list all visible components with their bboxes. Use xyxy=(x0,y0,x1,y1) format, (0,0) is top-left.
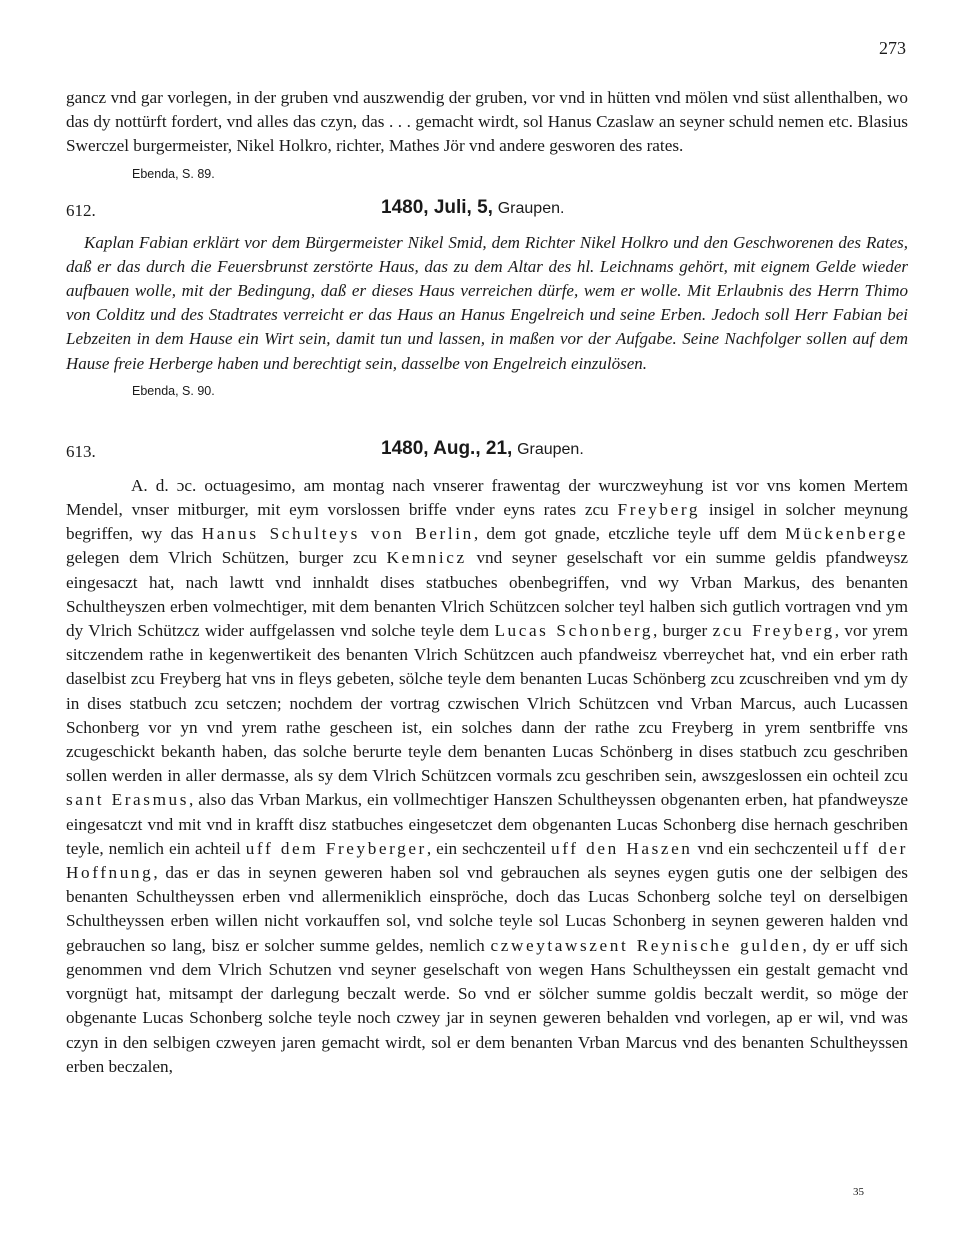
text-segment: , das er das in seynen geweren haben sol vnd gebrauchen als seynes eygen gutis one der selbigen des benanten Schultheyssen erben vnd allermeniklich einspröche, doch das Lucas Schonberg solche teyl on derselbigen Schultheyssen erben willen nicht vorkauffen sol, vnd solche teyle sol Lucas Schonberg in seynen geweren halden vnd gebrauchen so lang, bisz er solcher summe geldes, nemlich xyxy=(66,863,908,955)
continuation-text: gancz vnd gar vorlegen, in der gruben vnd auszwendig der gruben, vor vnd in hütten vnd mölen vnd süst allenthalben, wo das dy nottürft fordert, vnd alles das czyn, das . . . gemacht wirdt, sol Hanus Czaslaw an seyner schuld nemen etc. Blasius Swerczel burgermeister, Nikel Holkro, richter, Mathes Jör vnd andere gesworen des rates. xyxy=(66,88,908,156)
spaced-name: Kemnicz xyxy=(386,548,467,568)
spaced-name: uff den Haszen xyxy=(551,838,693,858)
page-content xyxy=(66,86,908,1079)
continuation-source: Ebenda, S. 89. xyxy=(132,166,215,181)
entry-612-header xyxy=(66,197,908,225)
entry-613-number: 613. xyxy=(66,441,96,461)
entry-612-place: Graupen. xyxy=(497,199,565,217)
entry-612-dateline xyxy=(381,197,564,219)
entry-613-place: Graupen. xyxy=(517,440,584,458)
page-number: 273 xyxy=(879,38,906,58)
spaced-name: Hanus Schulteys von Berlin xyxy=(201,524,474,544)
spaced-name: Lucas Schonberg xyxy=(494,621,654,641)
signature-mark: 35 xyxy=(853,1186,864,1198)
text-segment: , also das Vrban Markus, ein vollmechtiger Hanszen Schultheyssen obgenanten erben, hat pfandweysze eingesatczt vnd mit vnd in krafft disz statbuches eingesetczet dem obgenanten Lucas Schonberg dise hernach geschriben teyle, nemlich ein achteil xyxy=(66,790,909,858)
text-segment: , ein sechczenteil xyxy=(426,838,552,858)
text-segment: insigel in solcher meynung begriffen, wy das xyxy=(66,500,908,544)
entry-612-regest: Kaplan Fabian erklärt vor dem Bürgermeister Nikel Smid, dem Richter Nikel Holkro und den Geschworenen des Rates, daß er das durch die Feuersbrunst zerstörte Haus, das zu dem Altar des hl. Leichnams gehört, mit eignem Gelde wieder aufbauen wolle, mit der Bedingung, daß er dieses Haus verreichen dürfe, wem er wolle. Mit Erlaubnis des Herrn Thimo von Colditz und des Stadtrates verreicht er das Haus an Hanus Engelreich und seine Erben. Jedoch soll Herr Fabian bei Lebzeiten in dem Hause ein Wirt sein, damit tun und lassen, in maßen vor der Aufgabe. Seine Nachfolger sollen auf dem Hause freie Herberge haben und berechtigt sein, dasselbe von Engelreich einzulösen. xyxy=(66,232,908,373)
text-segment: A. d. ɔc. octuagesimo, am montag nach vnserer frawentag der wurczweyhung ist vor vns komen Mertem Mendel, vnser mitburger, mit eym vorslossen briffe vnder eyns rates zcu xyxy=(66,475,908,520)
entry-613-text xyxy=(66,474,908,1079)
text-segment: , vor yrem sitczendem rathe in kegenwertikeit des benanten Vlrich Schützcen auch pfandweisz vberreychet hat, vnd ein erber rath daselbist zcu Freyberg hat vns in fleys gebeten, sölche teyle dem benanten Lucas Schönberg zcu zcuschreiben vnd ym dy in dises statbuch zcu setczen; nochdem der vortrag czwischen Vlrich Schützcen vnd Vrban Marcus, auch Lucassen Schonberg vor yn vnd yrem rathe gescheen ist, ein solches dann der rathe zcu Freyberg in yrem sentbriffe vns zcugeschickt bekanth haben, das solche berurte teyle dem benanten Lucas Schönberg in dises statbuch zcu geschriben sollen werden in aller dermasse, als sy dem Vlrich Schützcen vormals zcu geschriben sein, awszgeslossen ein ochteil zcu xyxy=(66,621,908,786)
entry-613-dateline xyxy=(381,438,584,460)
text-segment: , burger xyxy=(653,621,713,641)
text-segment: vnd ein sechczenteil xyxy=(692,838,844,858)
text-segment: , dy er uff sich genommen vnd dem Vlrich Schutzen vnd seyner geselschaft von wegen Hans Schultheyssen ein gestalt gemacht vnd vorgnügt hat, mitsampt der darlegung beczalt werde. So vnd er sölcher summe goldis beczalt werdit, so möge der obgenante Lucas Schonberg solche teyle noch czwey jar in seynen geweren behalden vnd vorlegen, ap er wil, vnd was czyn in den selbigen czweyen jaren gemacht wirdt, sol er dem benanten Vrban Marcus vnd des benanten Schultheyssen erben beczalen, xyxy=(66,935,908,1076)
entry-612-date: 1480, Juli, 5, xyxy=(381,196,493,218)
text-segment: vnd seyner geselschaft vor ein summe geldis pfandweysz eingesaczt hat, nach lawtt vnd innhaldt dises statbuches obenbegriffen, vnd wy Vrban Markus, des benanten Schultheyszen erben volmechtiger, mit dem benanten Vlrich Schützcen solcher teyl halben sich gutlich vortragen vnd ym dy Vlrich Schützcz wider auffgelassen vnd solche teyle dem xyxy=(66,548,908,641)
entry-613-header xyxy=(66,438,908,466)
spaced-name: Freyberg xyxy=(617,500,701,520)
spaced-name: uff dem Freyberger xyxy=(245,838,427,858)
spaced-name: czweytawszent Reynische gulden xyxy=(490,935,803,955)
entry-612-number: 612. xyxy=(66,200,96,220)
spaced-name: uff der Hoffnung xyxy=(66,838,908,883)
entry-613-date: 1480, Aug., 21, xyxy=(381,437,513,459)
spaced-name: zcu Freyberg xyxy=(712,621,835,641)
text-segment: gelegen dem Vlrich Schützen, burger zcu xyxy=(66,548,387,568)
spaced-name: sant Erasmus xyxy=(66,790,190,810)
text-segment: , dem got gnade, etczliche teyle uff dem xyxy=(473,524,786,544)
entry-612-source: Ebenda, S. 90. xyxy=(132,383,215,398)
spaced-name: Mückenberge xyxy=(785,524,908,544)
